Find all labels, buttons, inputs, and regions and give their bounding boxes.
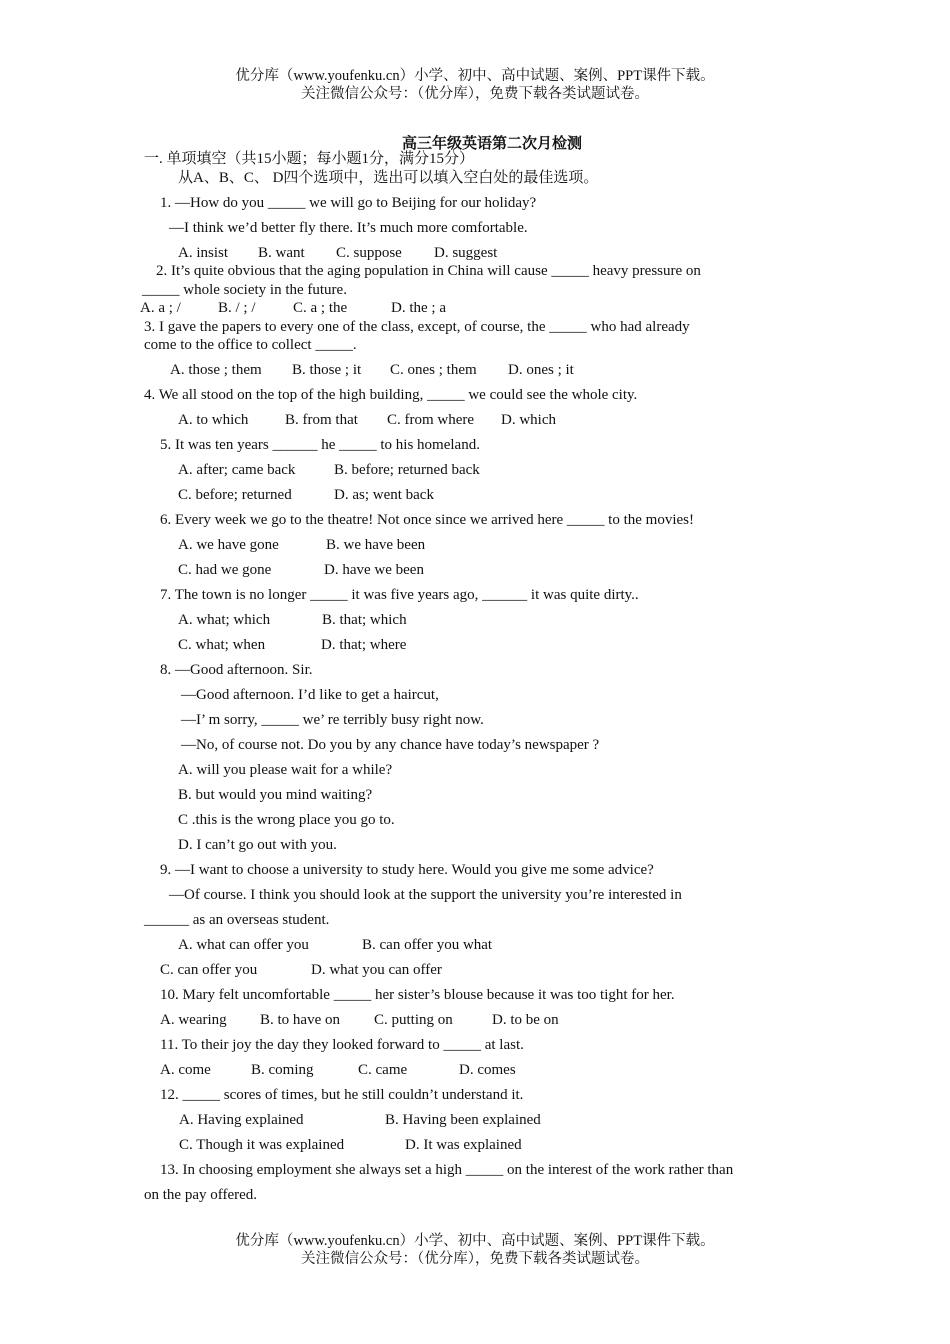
q4-option-b: B. from that xyxy=(285,412,358,428)
header-line-1: 优分库（www.youfenku.cn）小学、初中、高中试题、案例、PPT课件下载。 xyxy=(235,68,715,84)
q8-option-a: A. will you please wait for a while? xyxy=(178,762,393,778)
q4-stem: 4. We all stood on the top of the high building, _____ we could see the whole city. xyxy=(144,387,638,403)
q1-option-b: B. want xyxy=(258,245,305,261)
section-heading: 一. 单项填空（共15小题；每小题1分，满分15分） xyxy=(144,151,475,167)
q12-option-d: D. It was explained xyxy=(405,1137,522,1153)
q9-option-b: B. can offer you what xyxy=(362,937,493,953)
q13-stem: 13. In choosing employment she always set a high _____ on the interest of the work rather than xyxy=(160,1162,734,1178)
q9-option-c: C. can offer you xyxy=(160,962,258,978)
q6-stem: 6. Every week we go to the theatre! Not once since we arrived here _____ to the movies! xyxy=(160,512,694,528)
q10-option-a: A. wearing xyxy=(160,1012,227,1028)
q2-stem-continued: _____ whole society in the future. xyxy=(142,282,347,298)
q9-option-d: D. what you can offer xyxy=(311,962,442,978)
q8-dialogue-2: —Good afternoon. I’d like to get a haircut, xyxy=(181,687,439,703)
q8-stem: 8. —Good afternoon. Sir. xyxy=(160,662,313,678)
q1-option-c: C. suppose xyxy=(336,245,402,261)
q7-option-a: A. what; which xyxy=(178,612,271,628)
q8-option-d: D. I can’t go out with you. xyxy=(178,837,337,853)
q5-option-b: B. before; returned back xyxy=(334,462,480,478)
page-title: 高三年级英语第二次月检测 xyxy=(401,136,582,152)
q1-option-a: A. insist xyxy=(178,245,229,261)
q1-option-d: D. suggest xyxy=(434,245,498,261)
q3-stem: 3. I gave the papers to every one of the class, except, of course, the _____ who had already xyxy=(144,319,690,335)
q5-option-c: C. before; returned xyxy=(178,487,292,503)
q8-option-c: C .this is the wrong place you go to. xyxy=(178,812,395,828)
q11-option-b: B. coming xyxy=(251,1062,314,1078)
q2-option-c: C. a ; the xyxy=(293,300,348,316)
q5-stem: 5. It was ten years ______ he _____ to his homeland. xyxy=(160,437,480,453)
footer-line-2: 关注微信公众号：（优分库），免费下载各类试题试卷。 xyxy=(301,1251,649,1267)
q10-option-d: D. to be on xyxy=(492,1012,559,1028)
q9-reply-continued: ______ as an overseas student. xyxy=(144,912,330,928)
q6-option-c: C. had we gone xyxy=(178,562,272,578)
q4-option-c: C. from where xyxy=(387,412,475,428)
q4-option-a: A. to which xyxy=(178,412,249,428)
q7-option-b: B. that; which xyxy=(322,612,407,628)
q2-option-b: B. / ; / xyxy=(218,300,256,316)
q3-option-c: C. ones ; them xyxy=(390,362,477,378)
q3-option-d: D. ones ; it xyxy=(508,362,574,378)
q4-option-d: D. which xyxy=(501,412,556,428)
q2-stem: 2. It’s quite obvious that the aging population in China will cause _____ heavy pressure on xyxy=(156,263,701,279)
q3-option-a: A. those ; them xyxy=(170,362,262,378)
q1-stem: 1. —How do you _____ we will go to Beijing for our holiday? xyxy=(160,195,537,211)
q10-option-b: B. to have on xyxy=(260,1012,340,1028)
section-instruction: 从A、B、C、 D四个选项中，选出可以填入空白处的最佳选项。 xyxy=(178,170,599,186)
q5-option-d: D. as; went back xyxy=(334,487,434,503)
page-header xyxy=(0,67,950,103)
q3-option-b: B. those ; it xyxy=(292,362,362,378)
page-footer xyxy=(0,1232,950,1268)
q7-option-c: C. what; when xyxy=(178,637,266,653)
q11-option-c: C. came xyxy=(358,1062,408,1078)
q7-option-d: D. that; where xyxy=(321,637,407,653)
q11-stem: 11. To their joy the day they looked forward to _____ at last. xyxy=(160,1037,524,1053)
q12-option-c: C. Though it was explained xyxy=(179,1137,345,1153)
q6-option-b: B. we have been xyxy=(326,537,426,553)
q9-stem: 9. —I want to choose a university to study here. Would you give me some advice? xyxy=(160,862,654,878)
q8-option-b: B. but would you mind waiting? xyxy=(178,787,373,803)
q11-option-a: A. come xyxy=(160,1062,211,1078)
q10-stem: 10. Mary felt uncomfortable _____ her sister’s blouse because it was too tight for her. xyxy=(160,987,675,1003)
header-line-2: 关注微信公众号：（优分库），免费下载各类试题试卷。 xyxy=(301,86,649,102)
q9-reply: —Of course. I think you should look at the support the university you’re interested in xyxy=(169,887,682,903)
q2-option-a: A. a ; / xyxy=(140,300,181,316)
q9-option-a: A. what can offer you xyxy=(178,937,309,953)
q6-option-d: D. have we been xyxy=(324,562,424,578)
q8-dialogue-3: —I’ m sorry, _____ we’ re terribly busy right now. xyxy=(181,712,484,728)
q10-option-c: C. putting on xyxy=(374,1012,453,1028)
q12-option-b: B. Having been explained xyxy=(385,1112,541,1128)
q7-stem: 7. The town is no longer _____ it was five years ago, ______ it was quite dirty.. xyxy=(160,587,639,603)
q5-option-a: A. after; came back xyxy=(178,462,296,478)
q1-reply: —I think we’d better fly there. It’s much more comfortable. xyxy=(169,220,528,236)
q13-stem-continued: on the pay offered. xyxy=(144,1187,258,1203)
q12-option-a: A. Having explained xyxy=(179,1112,304,1128)
q8-dialogue-4: —No, of course not. Do you by any chance have today’s newspaper ? xyxy=(181,737,600,753)
q3-stem-continued: come to the office to collect _____. xyxy=(144,337,357,353)
footer-line-1: 优分库（www.youfenku.cn）小学、初中、高中试题、案例、PPT课件下载。 xyxy=(235,1233,715,1249)
q11-option-d: D. comes xyxy=(459,1062,516,1078)
q12-stem: 12. _____ scores of times, but he still couldn’t understand it. xyxy=(160,1087,524,1103)
q2-option-d: D. the ; a xyxy=(391,300,446,316)
q6-option-a: A. we have gone xyxy=(178,537,279,553)
